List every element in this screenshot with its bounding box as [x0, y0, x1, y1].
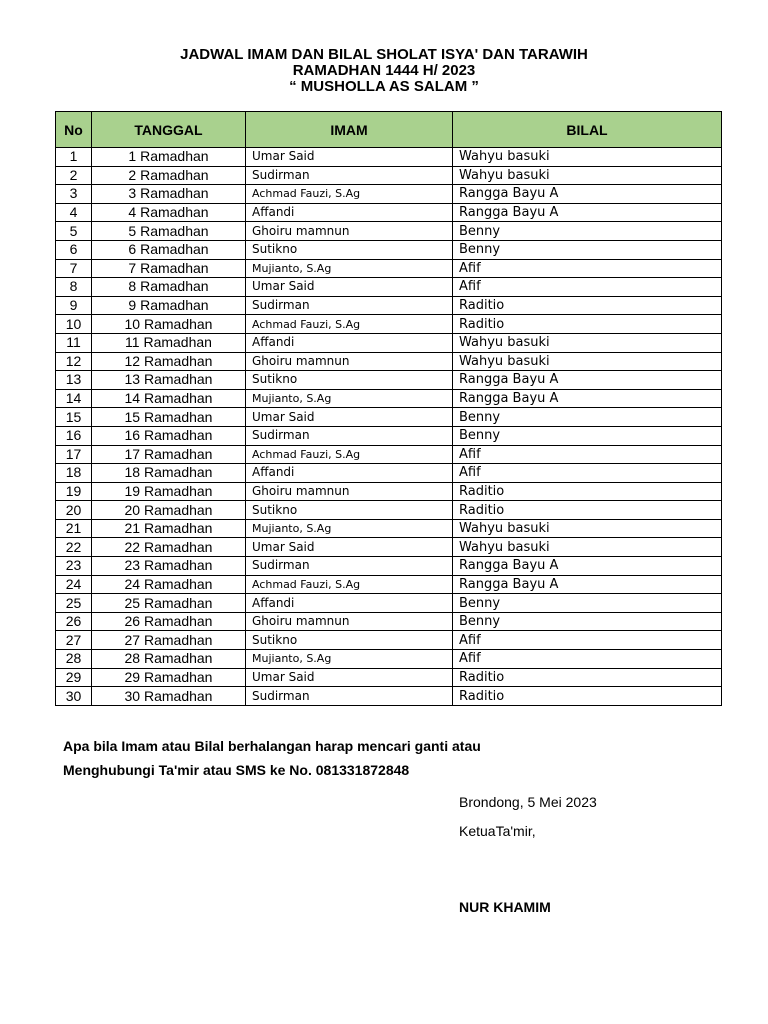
signature-role: KetuaTa'mir,	[459, 823, 536, 839]
cell-tanggal: 8 Ramadhan	[92, 278, 246, 297]
cell-tanggal: 13 Ramadhan	[92, 371, 246, 390]
schedule-table	[55, 111, 722, 706]
cell-imam: Sudirman	[246, 426, 453, 445]
cell-tanggal: 9 Ramadhan	[92, 296, 246, 315]
table-row	[56, 371, 722, 390]
table-row	[56, 482, 722, 501]
cell-tanggal: 15 Ramadhan	[92, 408, 246, 427]
cell-no: 5	[56, 222, 92, 241]
table-row	[56, 166, 722, 185]
table-row	[56, 203, 722, 222]
cell-tanggal: 30 Ramadhan	[92, 687, 246, 706]
table-row	[56, 148, 722, 167]
cell-imam: Ghoiru mamnun	[246, 612, 453, 631]
cell-no: 14	[56, 389, 92, 408]
table-row	[56, 333, 722, 352]
cell-no: 3	[56, 185, 92, 204]
cell-tanggal: 22 Ramadhan	[92, 538, 246, 557]
table-row	[56, 278, 722, 297]
cell-bilal: Wahyu basuki	[453, 333, 722, 352]
cell-tanggal: 27 Ramadhan	[92, 631, 246, 650]
table-row	[56, 445, 722, 464]
table-row	[56, 538, 722, 557]
cell-tanggal: 26 Ramadhan	[92, 612, 246, 631]
cell-imam: Affandi	[246, 333, 453, 352]
signature-name: NUR KHAMIM	[459, 899, 551, 915]
cell-bilal: Benny	[453, 426, 722, 445]
cell-bilal: Raditio	[453, 501, 722, 520]
cell-no: 17	[56, 445, 92, 464]
cell-imam: Sudirman	[246, 166, 453, 185]
cell-no: 28	[56, 650, 92, 669]
cell-no: 6	[56, 240, 92, 259]
cell-tanggal: 2 Ramadhan	[92, 166, 246, 185]
table-row	[56, 352, 722, 371]
cell-no: 26	[56, 612, 92, 631]
document-subtitle: RAMADHAN 1444 H/ 2023	[292, 62, 476, 79]
cell-imam: Sutikno	[246, 240, 453, 259]
cell-no: 22	[56, 538, 92, 557]
table-row	[56, 668, 722, 687]
cell-bilal: Benny	[453, 408, 722, 427]
table-row	[56, 501, 722, 520]
table-row	[56, 240, 722, 259]
table-row	[56, 222, 722, 241]
cell-bilal: Afif	[453, 650, 722, 669]
cell-tanggal: 7 Ramadhan	[92, 259, 246, 278]
table-row	[56, 612, 722, 631]
cell-bilal: Rangga Bayu A	[453, 575, 722, 594]
cell-imam: Ghoiru mamnun	[246, 352, 453, 371]
table-row	[56, 426, 722, 445]
cell-tanggal: 17 Ramadhan	[92, 445, 246, 464]
cell-no: 9	[56, 296, 92, 315]
cell-imam: Sutikno	[246, 631, 453, 650]
cell-bilal: Raditio	[453, 687, 722, 706]
cell-imam: Mujianto, S.Ag	[246, 519, 453, 538]
cell-bilal: Raditio	[453, 315, 722, 334]
cell-tanggal: 1 Ramadhan	[92, 148, 246, 167]
cell-bilal: Rangga Bayu A	[453, 203, 722, 222]
cell-tanggal: 3 Ramadhan	[92, 185, 246, 204]
cell-tanggal: 6 Ramadhan	[92, 240, 246, 259]
cell-tanggal: 29 Ramadhan	[92, 668, 246, 687]
cell-no: 7	[56, 259, 92, 278]
cell-imam: Ghoiru mamnun	[246, 222, 453, 241]
cell-tanggal: 28 Ramadhan	[92, 650, 246, 669]
cell-no: 24	[56, 575, 92, 594]
cell-tanggal: 24 Ramadhan	[92, 575, 246, 594]
cell-imam: Ghoiru mamnun	[246, 482, 453, 501]
cell-imam: Umar Said	[246, 148, 453, 167]
table-row	[56, 687, 722, 706]
cell-bilal: Raditio	[453, 668, 722, 687]
column-header-tanggal: TANGGAL	[92, 112, 246, 148]
cell-imam: Achmad Fauzi, S.Ag	[246, 315, 453, 334]
cell-no: 11	[56, 333, 92, 352]
cell-bilal: Rangga Bayu A	[453, 371, 722, 390]
cell-bilal: Benny	[453, 612, 722, 631]
cell-imam: Affandi	[246, 594, 453, 613]
cell-imam: Sudirman	[246, 687, 453, 706]
table-row	[56, 464, 722, 483]
cell-bilal: Wahyu basuki	[453, 352, 722, 371]
cell-tanggal: 10 Ramadhan	[92, 315, 246, 334]
cell-no: 12	[56, 352, 92, 371]
cell-tanggal: 23 Ramadhan	[92, 557, 246, 576]
cell-tanggal: 21 Ramadhan	[92, 519, 246, 538]
cell-imam: Achmad Fauzi, S.Ag	[246, 575, 453, 594]
cell-imam: Umar Said	[246, 278, 453, 297]
cell-no: 10	[56, 315, 92, 334]
cell-imam: Umar Said	[246, 408, 453, 427]
cell-no: 8	[56, 278, 92, 297]
cell-imam: Mujianto, S.Ag	[246, 389, 453, 408]
cell-bilal: Afif	[453, 631, 722, 650]
cell-tanggal: 25 Ramadhan	[92, 594, 246, 613]
cell-no: 18	[56, 464, 92, 483]
cell-no: 19	[56, 482, 92, 501]
cell-tanggal: 16 Ramadhan	[92, 426, 246, 445]
cell-no: 2	[56, 166, 92, 185]
document-venue: “ MUSHOLLA AS SALAM ”	[289, 78, 479, 95]
cell-imam: Sutikno	[246, 371, 453, 390]
table-row	[56, 408, 722, 427]
note-line-1: Apa bila Imam atau Bilal berhalangan harap mencari ganti atau	[63, 738, 481, 754]
cell-bilal: Benny	[453, 240, 722, 259]
column-header-no: No	[56, 112, 92, 148]
table-row	[56, 631, 722, 650]
cell-imam: Sudirman	[246, 296, 453, 315]
cell-bilal: Wahyu basuki	[453, 148, 722, 167]
table-row	[56, 557, 722, 576]
table-row	[56, 315, 722, 334]
signature-place-date: Brondong, 5 Mei 2023	[459, 794, 597, 810]
cell-bilal: Wahyu basuki	[453, 538, 722, 557]
cell-imam: Sutikno	[246, 501, 453, 520]
cell-tanggal: 14 Ramadhan	[92, 389, 246, 408]
cell-imam: Mujianto, S.Ag	[246, 259, 453, 278]
cell-no: 1	[56, 148, 92, 167]
cell-bilal: Benny	[453, 594, 722, 613]
cell-tanggal: 18 Ramadhan	[92, 464, 246, 483]
cell-bilal: Afif	[453, 278, 722, 297]
cell-imam: Sudirman	[246, 557, 453, 576]
table-row	[56, 296, 722, 315]
cell-imam: Achmad Fauzi, S.Ag	[246, 445, 453, 464]
cell-imam: Achmad Fauzi, S.Ag	[246, 185, 453, 204]
cell-tanggal: 4 Ramadhan	[92, 203, 246, 222]
cell-bilal: Wahyu basuki	[453, 166, 722, 185]
table-row	[56, 389, 722, 408]
cell-no: 16	[56, 426, 92, 445]
cell-no: 13	[56, 371, 92, 390]
table-row	[56, 575, 722, 594]
cell-bilal: Afif	[453, 464, 722, 483]
cell-no: 15	[56, 408, 92, 427]
cell-bilal: Rangga Bayu A	[453, 389, 722, 408]
note-line-2: Menghubungi Ta'mir atau SMS ke No. 081331872848	[63, 762, 410, 778]
column-header-imam: IMAM	[246, 112, 453, 148]
table-header-row	[56, 112, 722, 148]
cell-bilal: Afif	[453, 259, 722, 278]
cell-no: 25	[56, 594, 92, 613]
cell-bilal: Wahyu basuki	[453, 519, 722, 538]
cell-no: 30	[56, 687, 92, 706]
table-row	[56, 650, 722, 669]
cell-tanggal: 5 Ramadhan	[92, 222, 246, 241]
cell-tanggal: 12 Ramadhan	[92, 352, 246, 371]
cell-tanggal: 19 Ramadhan	[92, 482, 246, 501]
cell-no: 21	[56, 519, 92, 538]
cell-imam: Mujianto, S.Ag	[246, 650, 453, 669]
document-title: JADWAL IMAM DAN BILAL SHOLAT ISYA' DAN TARAWIH	[180, 46, 588, 63]
cell-imam: Affandi	[246, 203, 453, 222]
table-row	[56, 594, 722, 613]
cell-bilal: Raditio	[453, 296, 722, 315]
cell-imam: Umar Said	[246, 668, 453, 687]
cell-tanggal: 11 Ramadhan	[92, 333, 246, 352]
cell-imam: Affandi	[246, 464, 453, 483]
cell-no: 27	[56, 631, 92, 650]
column-header-bilal: BILAL	[453, 112, 722, 148]
cell-tanggal: 20 Ramadhan	[92, 501, 246, 520]
table-row	[56, 519, 722, 538]
cell-bilal: Rangga Bayu A	[453, 557, 722, 576]
cell-no: 4	[56, 203, 92, 222]
cell-bilal: Benny	[453, 222, 722, 241]
table-row	[56, 259, 722, 278]
cell-no: 29	[56, 668, 92, 687]
cell-imam: Umar Said	[246, 538, 453, 557]
cell-no: 20	[56, 501, 92, 520]
cell-bilal: Afif	[453, 445, 722, 464]
cell-bilal: Rangga Bayu A	[453, 185, 722, 204]
cell-bilal: Raditio	[453, 482, 722, 501]
table-row	[56, 185, 722, 204]
cell-no: 23	[56, 557, 92, 576]
